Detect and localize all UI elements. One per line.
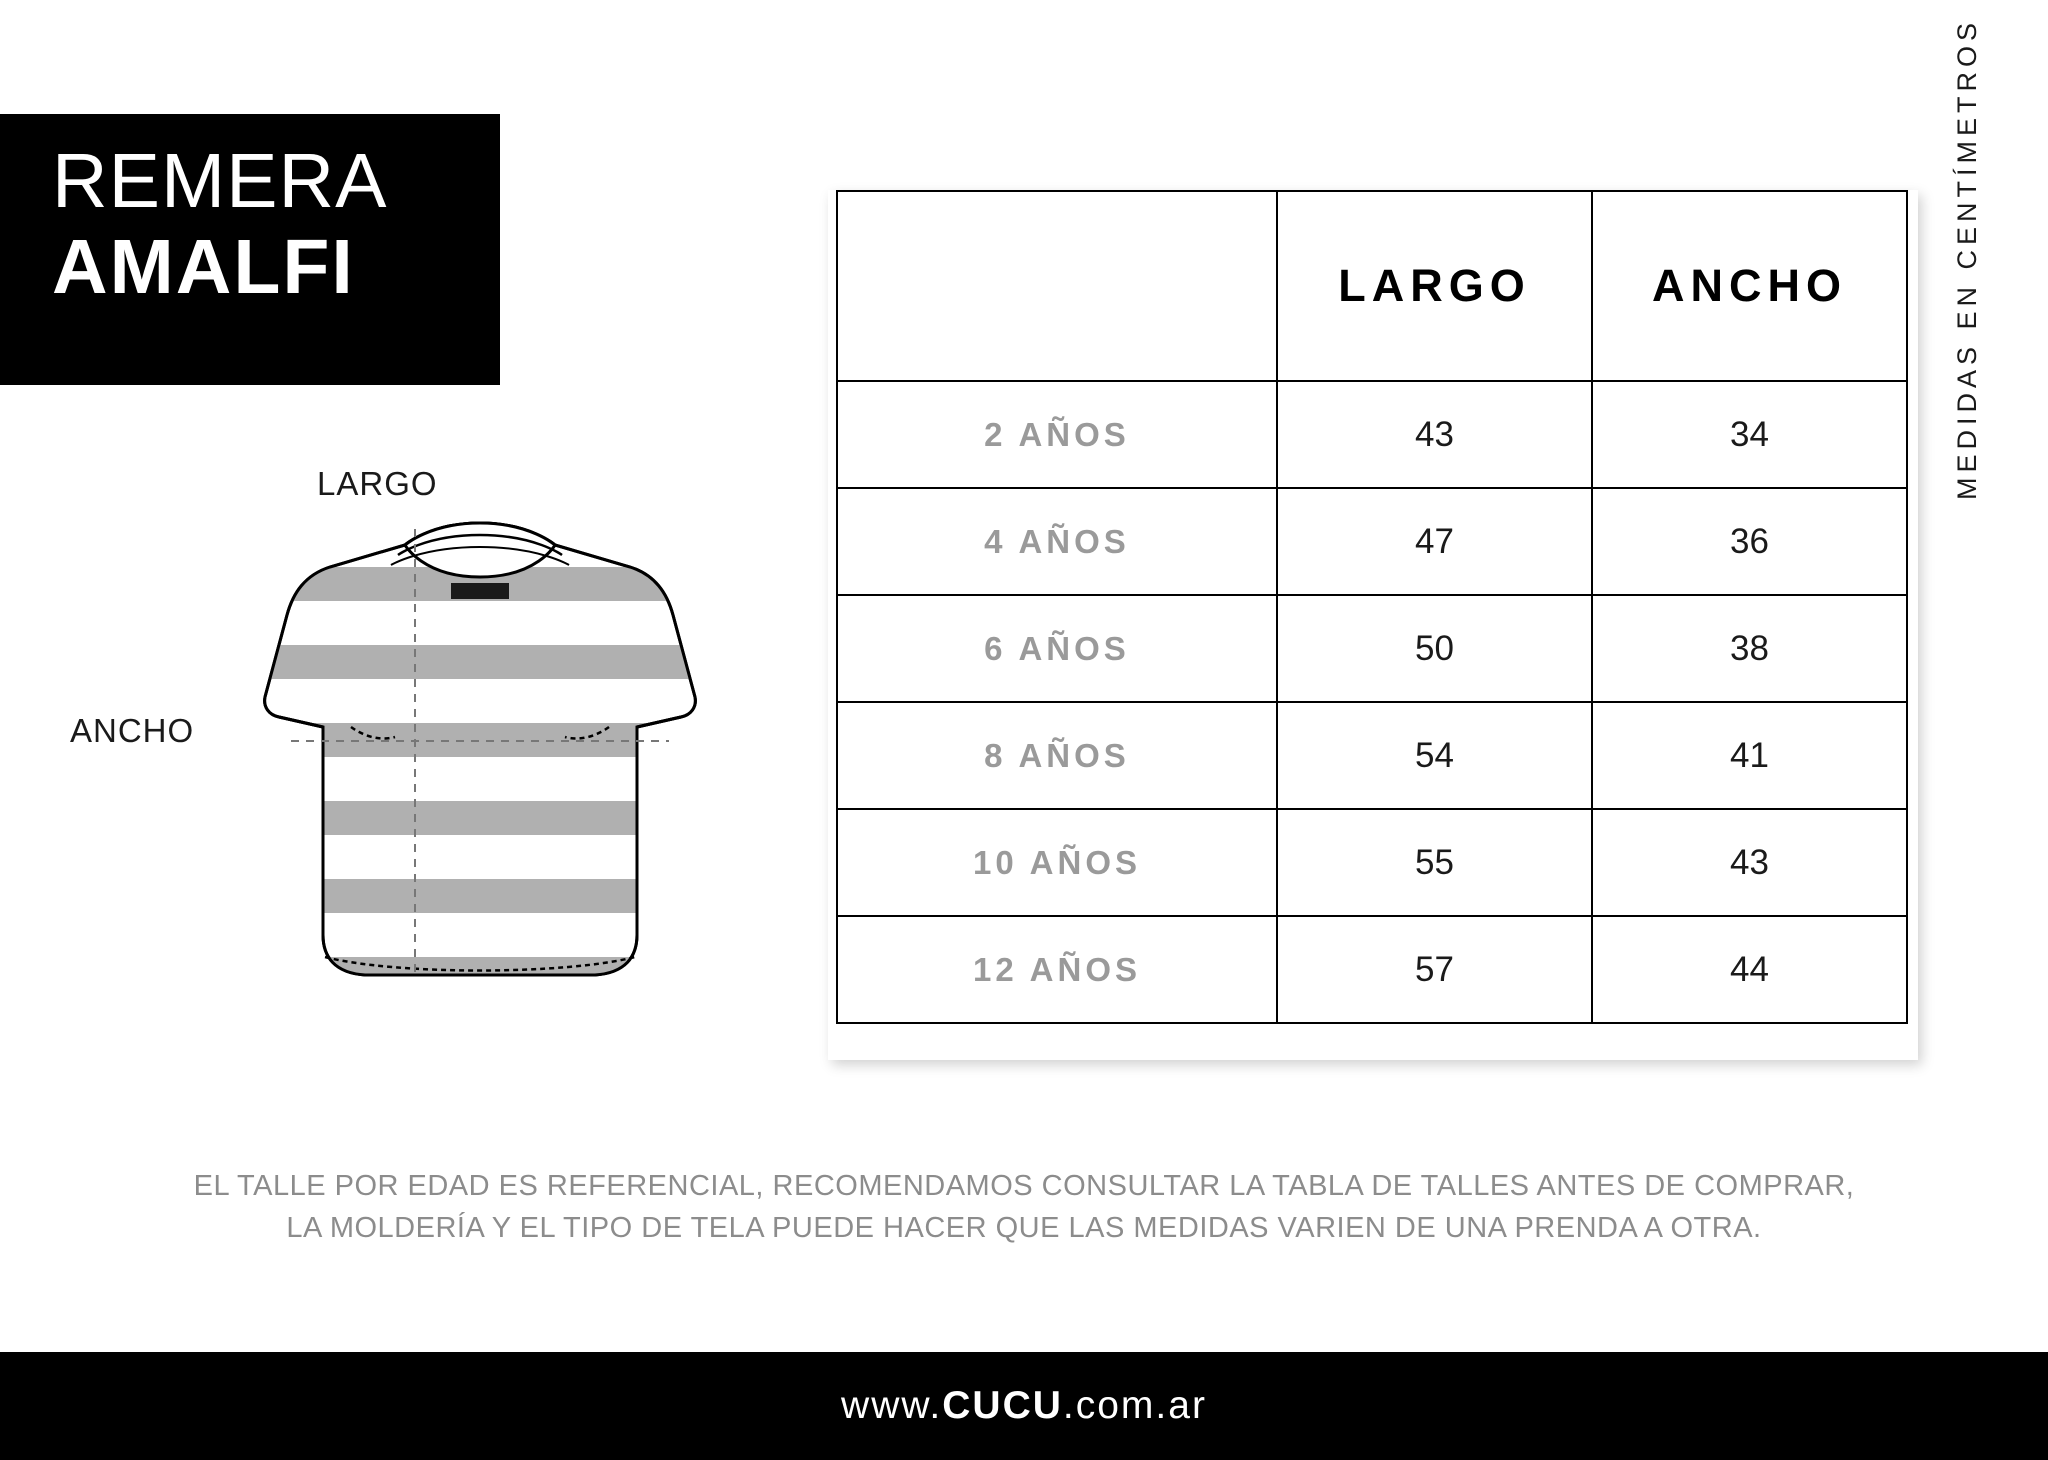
table-row xyxy=(837,595,1907,702)
title-block xyxy=(0,114,500,385)
footer-prefix: www. xyxy=(841,1384,943,1427)
table-row xyxy=(837,916,1907,1023)
footer-suffix: .com.ar xyxy=(1062,1384,1207,1427)
row-size: 4 AÑOS xyxy=(837,488,1277,595)
page-title-line2: AMALFI xyxy=(52,224,355,311)
footer-brand: CUCU xyxy=(942,1384,1063,1427)
row-size: 2 AÑOS xyxy=(837,381,1277,488)
row-largo: 43 xyxy=(1277,381,1592,488)
table-row xyxy=(837,488,1907,595)
table-header-row xyxy=(837,191,1907,381)
row-ancho: 38 xyxy=(1592,595,1907,702)
row-largo: 47 xyxy=(1277,488,1592,595)
diagram-label-ancho: ANCHO xyxy=(70,712,195,749)
units-label: MEDIDAS EN CENTÍMETROS xyxy=(1952,17,1982,500)
table-header-largo: LARGO xyxy=(1277,191,1592,381)
row-largo: 50 xyxy=(1277,595,1592,702)
row-ancho: 41 xyxy=(1592,702,1907,809)
table-row xyxy=(837,702,1907,809)
table-header-ancho: ANCHO xyxy=(1592,191,1907,381)
footer-website xyxy=(841,1384,1207,1428)
row-size: 12 AÑOS xyxy=(837,916,1277,1023)
row-ancho: 34 xyxy=(1592,381,1907,488)
row-largo: 55 xyxy=(1277,809,1592,916)
row-size: 6 AÑOS xyxy=(837,595,1277,702)
table-row xyxy=(837,809,1907,916)
disclaimer-line1: EL TALLE POR EDAD ES REFERENCIAL, RECOMENDAMOS CONSULTAR LA TABLA DE TALLES ANTES DE COMPRAR, xyxy=(193,1170,1855,1202)
garment-diagram xyxy=(40,440,820,1060)
size-table xyxy=(836,190,1908,1024)
row-size: 10 AÑOS xyxy=(837,809,1277,916)
page-title-line1: REMERA xyxy=(52,138,388,224)
row-largo: 57 xyxy=(1277,916,1592,1023)
row-largo: 54 xyxy=(1277,702,1592,809)
disclaimer-line2: LA MOLDERÍA Y EL TIPO DE TELA PUEDE HACER QUE LAS MEDIDAS VARIEN DE UNA PRENDA A OTRA. xyxy=(286,1212,1762,1245)
row-size: 8 AÑOS xyxy=(837,702,1277,809)
row-ancho: 44 xyxy=(1592,916,1907,1023)
table-header-blank xyxy=(837,191,1277,381)
size-table-container xyxy=(828,190,1918,1060)
row-ancho: 36 xyxy=(1592,488,1907,595)
row-ancho: 43 xyxy=(1592,809,1907,916)
diagram-label-largo: LARGO xyxy=(317,465,438,502)
table-row xyxy=(837,381,1907,488)
footer-bar xyxy=(0,1352,2048,1460)
tshirt-icon xyxy=(255,505,705,1015)
disclaimer xyxy=(0,1165,2048,1249)
